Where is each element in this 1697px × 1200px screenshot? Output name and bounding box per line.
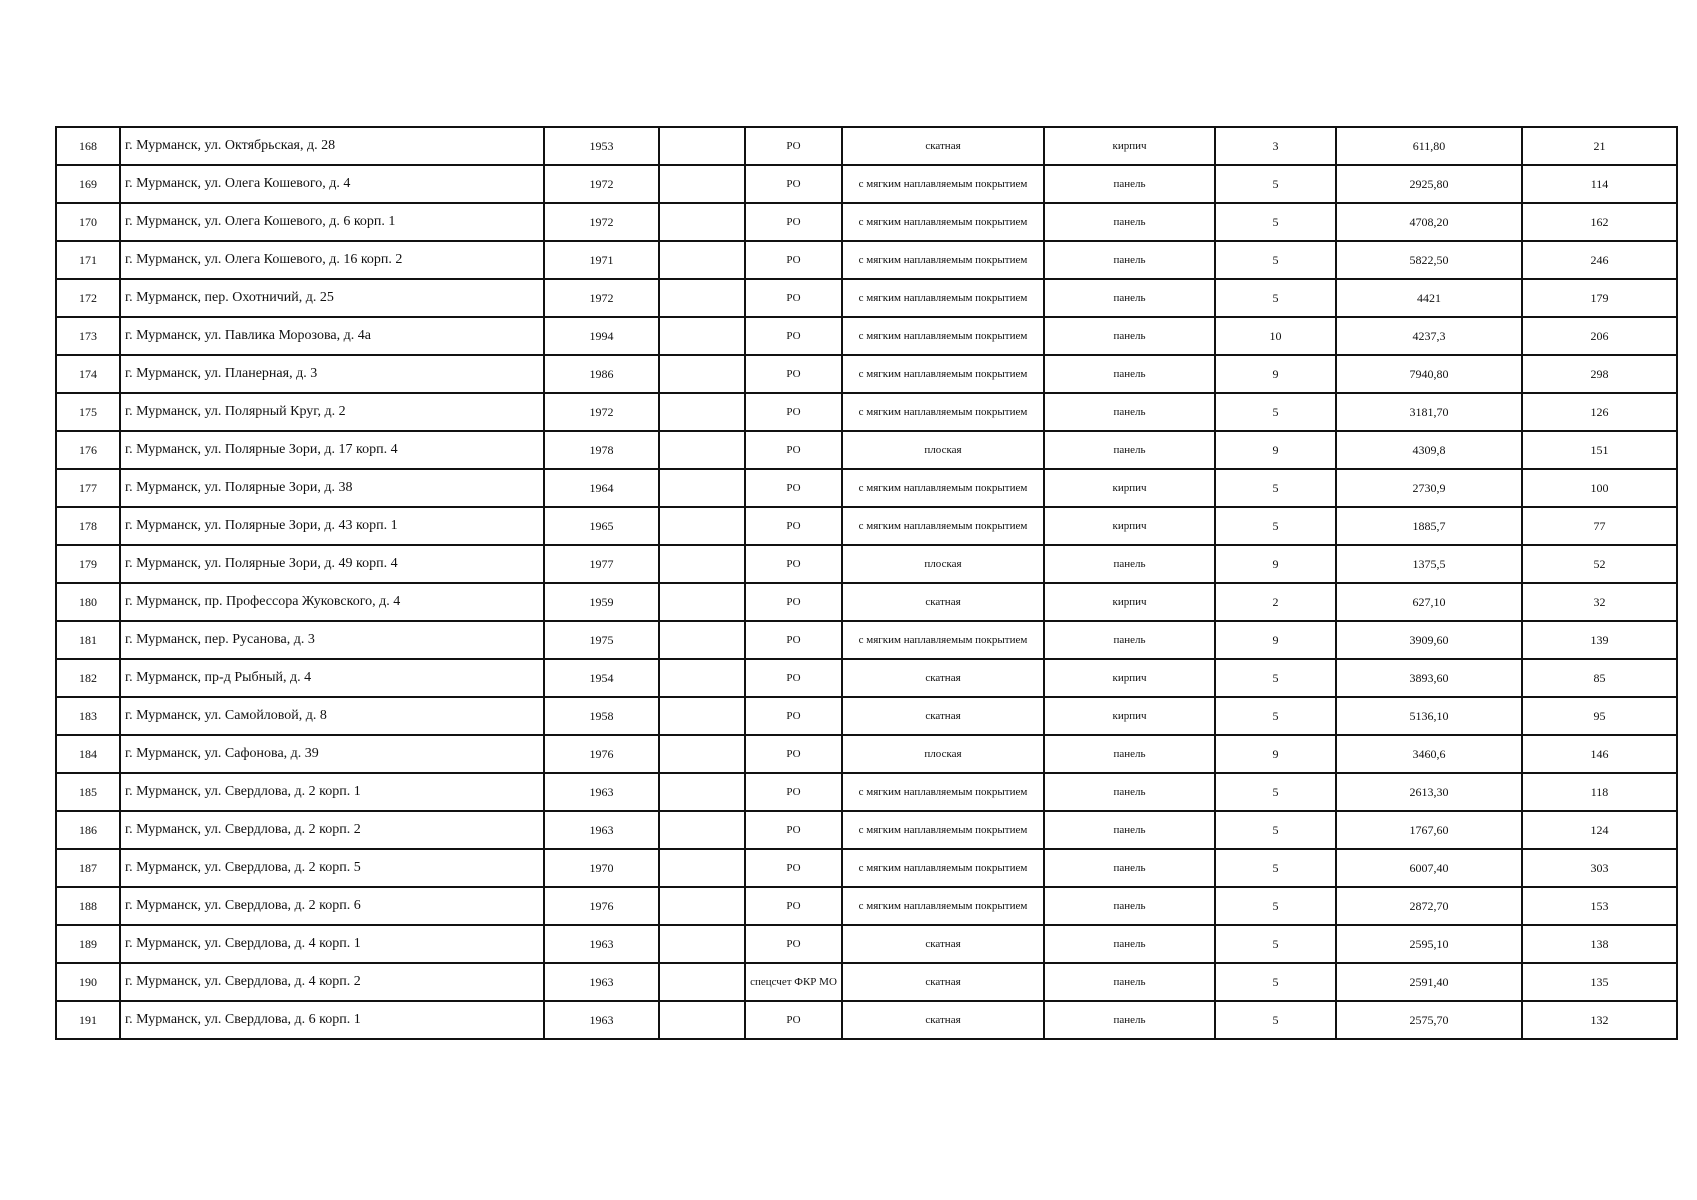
area-cell: 2575,70 bbox=[1336, 1001, 1522, 1039]
roof-type-cell: с мягким наплавляемым покрытием bbox=[842, 621, 1044, 659]
residents-cell: 246 bbox=[1522, 241, 1677, 279]
roof-type-cell: скатная bbox=[842, 659, 1044, 697]
row-number-cell: 172 bbox=[56, 279, 120, 317]
housing-register-table-wrapper bbox=[55, 126, 1678, 1040]
year-cell: 1964 bbox=[544, 469, 659, 507]
address-cell: г. Мурманск, ул. Олега Кошевого, д. 6 корп. 1 bbox=[120, 203, 544, 241]
area-cell: 4309,8 bbox=[1336, 431, 1522, 469]
row-number-cell: 178 bbox=[56, 507, 120, 545]
table-row bbox=[56, 925, 1677, 963]
empty-cell bbox=[659, 887, 745, 925]
year-cell: 1971 bbox=[544, 241, 659, 279]
fund-method-cell: РО bbox=[745, 545, 842, 583]
year-cell: 1970 bbox=[544, 849, 659, 887]
floors-cell: 5 bbox=[1215, 963, 1336, 1001]
address-cell: г. Мурманск, ул. Олега Кошевого, д. 4 bbox=[120, 165, 544, 203]
row-number-cell: 183 bbox=[56, 697, 120, 735]
wall-material-cell: панель bbox=[1044, 887, 1215, 925]
table-row bbox=[56, 735, 1677, 773]
residents-cell: 132 bbox=[1522, 1001, 1677, 1039]
year-cell: 1978 bbox=[544, 431, 659, 469]
empty-cell bbox=[659, 317, 745, 355]
year-cell: 1953 bbox=[544, 127, 659, 165]
wall-material-cell: панель bbox=[1044, 431, 1215, 469]
roof-type-cell: с мягким наплавляемым покрытием bbox=[842, 507, 1044, 545]
floors-cell: 5 bbox=[1215, 849, 1336, 887]
floors-cell: 9 bbox=[1215, 431, 1336, 469]
wall-material-cell: кирпич bbox=[1044, 127, 1215, 165]
empty-cell bbox=[659, 583, 745, 621]
address-cell: г. Мурманск, ул. Свердлова, д. 2 корп. 1 bbox=[120, 773, 544, 811]
wall-material-cell: панель bbox=[1044, 1001, 1215, 1039]
empty-cell bbox=[659, 545, 745, 583]
roof-type-cell: с мягким наплавляемым покрытием bbox=[842, 887, 1044, 925]
table-row bbox=[56, 963, 1677, 1001]
fund-method-cell: РО bbox=[745, 127, 842, 165]
fund-method-cell: РО bbox=[745, 203, 842, 241]
row-number-cell: 189 bbox=[56, 925, 120, 963]
roof-type-cell: скатная bbox=[842, 925, 1044, 963]
residents-cell: 52 bbox=[1522, 545, 1677, 583]
fund-method-cell: РО bbox=[745, 849, 842, 887]
address-cell: г. Мурманск, пр. Профессора Жуковского, д. 4 bbox=[120, 583, 544, 621]
fund-method-cell: РО bbox=[745, 317, 842, 355]
roof-type-cell: с мягким наплавляемым покрытием bbox=[842, 773, 1044, 811]
empty-cell bbox=[659, 165, 745, 203]
residents-cell: 139 bbox=[1522, 621, 1677, 659]
empty-cell bbox=[659, 659, 745, 697]
area-cell: 5822,50 bbox=[1336, 241, 1522, 279]
table-row bbox=[56, 697, 1677, 735]
empty-cell bbox=[659, 1001, 745, 1039]
row-number-cell: 181 bbox=[56, 621, 120, 659]
area-cell: 6007,40 bbox=[1336, 849, 1522, 887]
table-row bbox=[56, 773, 1677, 811]
year-cell: 1972 bbox=[544, 203, 659, 241]
year-cell: 1963 bbox=[544, 811, 659, 849]
roof-type-cell: с мягким наплавляемым покрытием bbox=[842, 469, 1044, 507]
year-cell: 1963 bbox=[544, 963, 659, 1001]
address-cell: г. Мурманск, ул. Октябрьская, д. 28 bbox=[120, 127, 544, 165]
floors-cell: 3 bbox=[1215, 127, 1336, 165]
housing-register-table bbox=[55, 126, 1678, 1040]
area-cell: 7940,80 bbox=[1336, 355, 1522, 393]
floors-cell: 9 bbox=[1215, 355, 1336, 393]
roof-type-cell: плоская bbox=[842, 431, 1044, 469]
year-cell: 1972 bbox=[544, 165, 659, 203]
area-cell: 4708,20 bbox=[1336, 203, 1522, 241]
fund-method-cell: РО bbox=[745, 507, 842, 545]
area-cell: 3893,60 bbox=[1336, 659, 1522, 697]
floors-cell: 2 bbox=[1215, 583, 1336, 621]
wall-material-cell: кирпич bbox=[1044, 507, 1215, 545]
year-cell: 1965 bbox=[544, 507, 659, 545]
floors-cell: 5 bbox=[1215, 165, 1336, 203]
empty-cell bbox=[659, 963, 745, 1001]
area-cell: 3460,6 bbox=[1336, 735, 1522, 773]
year-cell: 1958 bbox=[544, 697, 659, 735]
row-number-cell: 176 bbox=[56, 431, 120, 469]
wall-material-cell: панель bbox=[1044, 355, 1215, 393]
year-cell: 1986 bbox=[544, 355, 659, 393]
row-number-cell: 177 bbox=[56, 469, 120, 507]
residents-cell: 77 bbox=[1522, 507, 1677, 545]
empty-cell bbox=[659, 431, 745, 469]
row-number-cell: 170 bbox=[56, 203, 120, 241]
area-cell: 2591,40 bbox=[1336, 963, 1522, 1001]
area-cell: 4237,3 bbox=[1336, 317, 1522, 355]
fund-method-cell: РО bbox=[745, 735, 842, 773]
address-cell: г. Мурманск, ул. Олега Кошевого, д. 16 корп. 2 bbox=[120, 241, 544, 279]
fund-method-cell: РО bbox=[745, 279, 842, 317]
residents-cell: 206 bbox=[1522, 317, 1677, 355]
table-row bbox=[56, 583, 1677, 621]
year-cell: 1994 bbox=[544, 317, 659, 355]
wall-material-cell: панель bbox=[1044, 203, 1215, 241]
empty-cell bbox=[659, 735, 745, 773]
area-cell: 2925,80 bbox=[1336, 165, 1522, 203]
residents-cell: 95 bbox=[1522, 697, 1677, 735]
floors-cell: 10 bbox=[1215, 317, 1336, 355]
residents-cell: 85 bbox=[1522, 659, 1677, 697]
table-row bbox=[56, 545, 1677, 583]
roof-type-cell: скатная bbox=[842, 583, 1044, 621]
row-number-cell: 188 bbox=[56, 887, 120, 925]
address-cell: г. Мурманск, ул. Планерная, д. 3 bbox=[120, 355, 544, 393]
fund-method-cell: РО bbox=[745, 583, 842, 621]
row-number-cell: 168 bbox=[56, 127, 120, 165]
table-row bbox=[56, 393, 1677, 431]
address-cell: г. Мурманск, ул. Свердлова, д. 2 корп. 2 bbox=[120, 811, 544, 849]
year-cell: 1977 bbox=[544, 545, 659, 583]
floors-cell: 5 bbox=[1215, 241, 1336, 279]
residents-cell: 114 bbox=[1522, 165, 1677, 203]
row-number-cell: 185 bbox=[56, 773, 120, 811]
fund-method-cell: РО bbox=[745, 811, 842, 849]
area-cell: 2730,9 bbox=[1336, 469, 1522, 507]
address-cell: г. Мурманск, пр-д Рыбный, д. 4 bbox=[120, 659, 544, 697]
roof-type-cell: с мягким наплавляемым покрытием bbox=[842, 241, 1044, 279]
area-cell: 3909,60 bbox=[1336, 621, 1522, 659]
row-number-cell: 182 bbox=[56, 659, 120, 697]
fund-method-cell: РО bbox=[745, 1001, 842, 1039]
empty-cell bbox=[659, 127, 745, 165]
area-cell: 611,80 bbox=[1336, 127, 1522, 165]
empty-cell bbox=[659, 773, 745, 811]
roof-type-cell: с мягким наплавляемым покрытием bbox=[842, 849, 1044, 887]
year-cell: 1976 bbox=[544, 735, 659, 773]
table-row bbox=[56, 887, 1677, 925]
fund-method-cell: РО bbox=[745, 697, 842, 735]
empty-cell bbox=[659, 697, 745, 735]
area-cell: 3181,70 bbox=[1336, 393, 1522, 431]
table-row bbox=[56, 279, 1677, 317]
floors-cell: 5 bbox=[1215, 507, 1336, 545]
address-cell: г. Мурманск, ул. Павлика Морозова, д. 4а bbox=[120, 317, 544, 355]
roof-type-cell: скатная bbox=[842, 1001, 1044, 1039]
address-cell: г. Мурманск, ул. Свердлова, д. 4 корп. 2 bbox=[120, 963, 544, 1001]
table-row bbox=[56, 849, 1677, 887]
address-cell: г. Мурманск, ул. Полярные Зори, д. 49 корп. 4 bbox=[120, 545, 544, 583]
address-cell: г. Мурманск, ул. Свердлова, д. 4 корп. 1 bbox=[120, 925, 544, 963]
residents-cell: 153 bbox=[1522, 887, 1677, 925]
empty-cell bbox=[659, 507, 745, 545]
row-number-cell: 180 bbox=[56, 583, 120, 621]
year-cell: 1963 bbox=[544, 925, 659, 963]
area-cell: 1375,5 bbox=[1336, 545, 1522, 583]
row-number-cell: 174 bbox=[56, 355, 120, 393]
row-number-cell: 191 bbox=[56, 1001, 120, 1039]
floors-cell: 9 bbox=[1215, 545, 1336, 583]
wall-material-cell: кирпич bbox=[1044, 659, 1215, 697]
wall-material-cell: панель bbox=[1044, 241, 1215, 279]
fund-method-cell: РО bbox=[745, 355, 842, 393]
table-row bbox=[56, 811, 1677, 849]
address-cell: г. Мурманск, ул. Полярный Круг, д. 2 bbox=[120, 393, 544, 431]
wall-material-cell: панель bbox=[1044, 849, 1215, 887]
address-cell: г. Мурманск, ул. Сафонова, д. 39 bbox=[120, 735, 544, 773]
area-cell: 1767,60 bbox=[1336, 811, 1522, 849]
area-cell: 5136,10 bbox=[1336, 697, 1522, 735]
floors-cell: 5 bbox=[1215, 925, 1336, 963]
residents-cell: 124 bbox=[1522, 811, 1677, 849]
residents-cell: 298 bbox=[1522, 355, 1677, 393]
area-cell: 2613,30 bbox=[1336, 773, 1522, 811]
floors-cell: 5 bbox=[1215, 773, 1336, 811]
floors-cell: 5 bbox=[1215, 279, 1336, 317]
row-number-cell: 171 bbox=[56, 241, 120, 279]
row-number-cell: 173 bbox=[56, 317, 120, 355]
roof-type-cell: с мягким наплавляемым покрытием bbox=[842, 393, 1044, 431]
floors-cell: 5 bbox=[1215, 393, 1336, 431]
residents-cell: 179 bbox=[1522, 279, 1677, 317]
residents-cell: 32 bbox=[1522, 583, 1677, 621]
table-row bbox=[56, 621, 1677, 659]
empty-cell bbox=[659, 925, 745, 963]
row-number-cell: 187 bbox=[56, 849, 120, 887]
roof-type-cell: с мягким наплавляемым покрытием bbox=[842, 279, 1044, 317]
roof-type-cell: скатная bbox=[842, 127, 1044, 165]
empty-cell bbox=[659, 355, 745, 393]
floors-cell: 5 bbox=[1215, 203, 1336, 241]
wall-material-cell: панель bbox=[1044, 963, 1215, 1001]
table-row bbox=[56, 659, 1677, 697]
floors-cell: 5 bbox=[1215, 469, 1336, 507]
wall-material-cell: панель bbox=[1044, 811, 1215, 849]
fund-method-cell: РО bbox=[745, 773, 842, 811]
year-cell: 1959 bbox=[544, 583, 659, 621]
fund-method-cell: РО bbox=[745, 469, 842, 507]
table-row bbox=[56, 431, 1677, 469]
wall-material-cell: кирпич bbox=[1044, 583, 1215, 621]
area-cell: 627,10 bbox=[1336, 583, 1522, 621]
year-cell: 1972 bbox=[544, 393, 659, 431]
roof-type-cell: с мягким наплавляемым покрытием bbox=[842, 355, 1044, 393]
address-cell: г. Мурманск, ул. Полярные Зори, д. 43 корп. 1 bbox=[120, 507, 544, 545]
empty-cell bbox=[659, 203, 745, 241]
empty-cell bbox=[659, 469, 745, 507]
year-cell: 1954 bbox=[544, 659, 659, 697]
row-number-cell: 175 bbox=[56, 393, 120, 431]
row-number-cell: 169 bbox=[56, 165, 120, 203]
empty-cell bbox=[659, 849, 745, 887]
wall-material-cell: панель bbox=[1044, 545, 1215, 583]
roof-type-cell: скатная bbox=[842, 963, 1044, 1001]
area-cell: 2872,70 bbox=[1336, 887, 1522, 925]
address-cell: г. Мурманск, ул. Свердлова, д. 2 корп. 6 bbox=[120, 887, 544, 925]
table-row bbox=[56, 203, 1677, 241]
floors-cell: 9 bbox=[1215, 735, 1336, 773]
floors-cell: 5 bbox=[1215, 1001, 1336, 1039]
roof-type-cell: плоская bbox=[842, 545, 1044, 583]
fund-method-cell: РО bbox=[745, 887, 842, 925]
table-row bbox=[56, 1001, 1677, 1039]
table-row bbox=[56, 241, 1677, 279]
floors-cell: 5 bbox=[1215, 659, 1336, 697]
table-row bbox=[56, 165, 1677, 203]
wall-material-cell: кирпич bbox=[1044, 697, 1215, 735]
table-row bbox=[56, 355, 1677, 393]
roof-type-cell: с мягким наплавляемым покрытием bbox=[842, 165, 1044, 203]
year-cell: 1963 bbox=[544, 773, 659, 811]
floors-cell: 5 bbox=[1215, 697, 1336, 735]
residents-cell: 135 bbox=[1522, 963, 1677, 1001]
year-cell: 1972 bbox=[544, 279, 659, 317]
table-body bbox=[56, 127, 1677, 1039]
wall-material-cell: панель bbox=[1044, 621, 1215, 659]
residents-cell: 100 bbox=[1522, 469, 1677, 507]
residents-cell: 151 bbox=[1522, 431, 1677, 469]
table-row bbox=[56, 127, 1677, 165]
table-row bbox=[56, 317, 1677, 355]
row-number-cell: 184 bbox=[56, 735, 120, 773]
residents-cell: 126 bbox=[1522, 393, 1677, 431]
residents-cell: 303 bbox=[1522, 849, 1677, 887]
floors-cell: 9 bbox=[1215, 621, 1336, 659]
empty-cell bbox=[659, 811, 745, 849]
address-cell: г. Мурманск, пер. Охотничий, д. 25 bbox=[120, 279, 544, 317]
wall-material-cell: панель bbox=[1044, 735, 1215, 773]
residents-cell: 118 bbox=[1522, 773, 1677, 811]
empty-cell bbox=[659, 279, 745, 317]
fund-method-cell: РО bbox=[745, 925, 842, 963]
roof-type-cell: с мягким наплавляемым покрытием bbox=[842, 811, 1044, 849]
roof-type-cell: скатная bbox=[842, 697, 1044, 735]
row-number-cell: 179 bbox=[56, 545, 120, 583]
fund-method-cell: РО bbox=[745, 393, 842, 431]
wall-material-cell: панель bbox=[1044, 773, 1215, 811]
fund-method-cell: спецсчет ФКР МО bbox=[745, 963, 842, 1001]
residents-cell: 162 bbox=[1522, 203, 1677, 241]
wall-material-cell: панель bbox=[1044, 317, 1215, 355]
address-cell: г. Мурманск, ул. Свердлова, д. 2 корп. 5 bbox=[120, 849, 544, 887]
residents-cell: 21 bbox=[1522, 127, 1677, 165]
floors-cell: 5 bbox=[1215, 811, 1336, 849]
fund-method-cell: РО bbox=[745, 165, 842, 203]
residents-cell: 146 bbox=[1522, 735, 1677, 773]
floors-cell: 5 bbox=[1215, 887, 1336, 925]
fund-method-cell: РО bbox=[745, 659, 842, 697]
address-cell: г. Мурманск, пер. Русанова, д. 3 bbox=[120, 621, 544, 659]
wall-material-cell: панель bbox=[1044, 279, 1215, 317]
empty-cell bbox=[659, 621, 745, 659]
year-cell: 1975 bbox=[544, 621, 659, 659]
area-cell: 2595,10 bbox=[1336, 925, 1522, 963]
fund-method-cell: РО bbox=[745, 431, 842, 469]
area-cell: 1885,7 bbox=[1336, 507, 1522, 545]
wall-material-cell: кирпич bbox=[1044, 469, 1215, 507]
address-cell: г. Мурманск, ул. Полярные Зори, д. 17 корп. 4 bbox=[120, 431, 544, 469]
roof-type-cell: с мягким наплавляемым покрытием bbox=[842, 317, 1044, 355]
row-number-cell: 186 bbox=[56, 811, 120, 849]
fund-method-cell: РО bbox=[745, 621, 842, 659]
year-cell: 1976 bbox=[544, 887, 659, 925]
roof-type-cell: с мягким наплавляемым покрытием bbox=[842, 203, 1044, 241]
address-cell: г. Мурманск, ул. Полярные Зори, д. 38 bbox=[120, 469, 544, 507]
address-cell: г. Мурманск, ул. Свердлова, д. 6 корп. 1 bbox=[120, 1001, 544, 1039]
address-cell: г. Мурманск, ул. Самойловой, д. 8 bbox=[120, 697, 544, 735]
row-number-cell: 190 bbox=[56, 963, 120, 1001]
table-row bbox=[56, 469, 1677, 507]
area-cell: 4421 bbox=[1336, 279, 1522, 317]
table-row bbox=[56, 507, 1677, 545]
wall-material-cell: панель bbox=[1044, 165, 1215, 203]
roof-type-cell: плоская bbox=[842, 735, 1044, 773]
wall-material-cell: панель bbox=[1044, 393, 1215, 431]
fund-method-cell: РО bbox=[745, 241, 842, 279]
empty-cell bbox=[659, 393, 745, 431]
year-cell: 1963 bbox=[544, 1001, 659, 1039]
wall-material-cell: панель bbox=[1044, 925, 1215, 963]
residents-cell: 138 bbox=[1522, 925, 1677, 963]
empty-cell bbox=[659, 241, 745, 279]
